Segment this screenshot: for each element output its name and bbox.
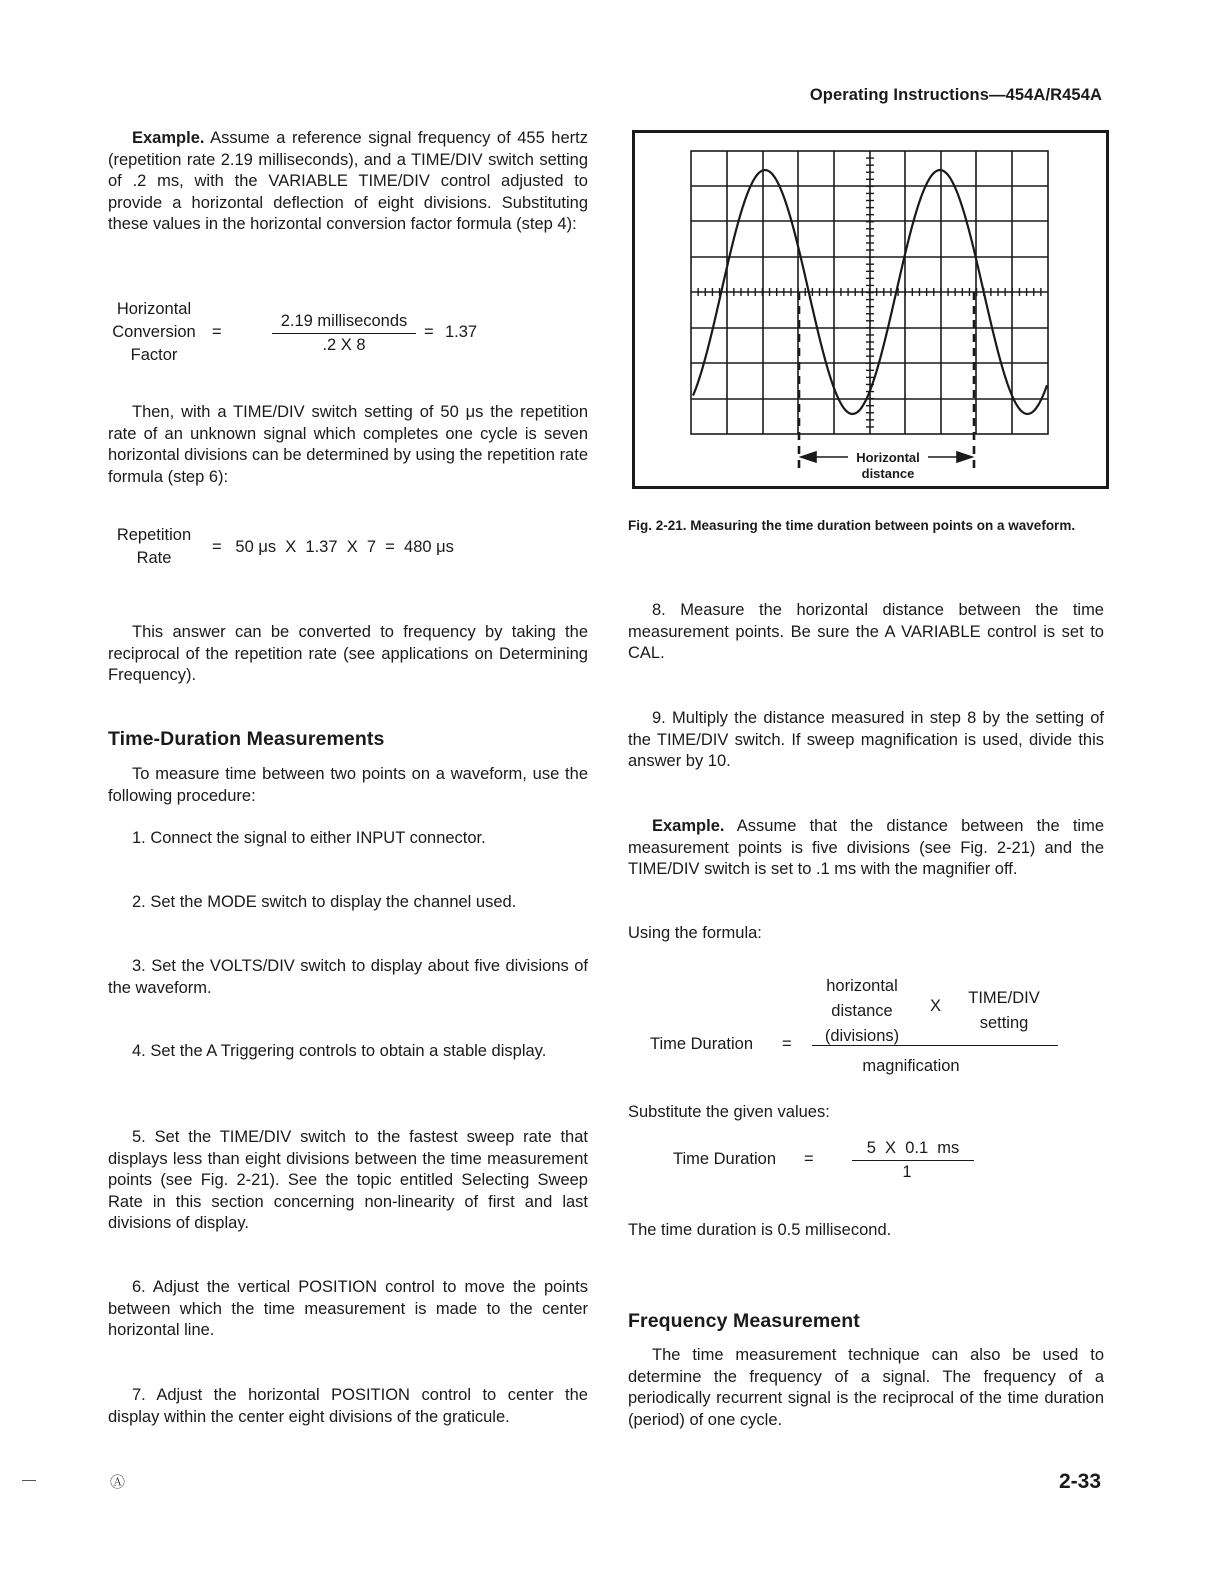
step-item: 6. Adjust the vertical POSITION control to move the points between which the time measurement is made to the center horizontal line. (108, 1278, 588, 1340)
conversion-fraction (272, 310, 416, 357)
example2-label: Example. (652, 817, 725, 835)
margin-mark (22, 1480, 36, 1481)
term-line: setting (979, 1014, 1029, 1032)
section-title-time-duration: Time-Duration Measurements (108, 728, 385, 750)
formula-label-line: Factor (130, 346, 178, 364)
step-item: 4. Set the A Triggering controls to obtain a stable display. (132, 1042, 547, 1060)
repetition-rate-label (108, 524, 200, 570)
term-line: (divisions) (824, 1027, 900, 1045)
conversion-result: 1.37 (445, 323, 478, 341)
magnification-denominator: magnification (862, 1057, 960, 1075)
example2-paragraph (628, 816, 1104, 881)
fraction-numerator: 2.19 milliseconds (280, 312, 408, 330)
step-9: 9. Multiply the distance measured in step 8 by the setting of the TIME/DIV switch. If sweep magnification is used, divide this answer by 10. (628, 709, 1104, 771)
equals-sign: = (782, 1035, 792, 1053)
step-item: 3. Set the VOLTS/DIV switch to display about five divisions of the waveform. (108, 957, 588, 997)
intro-paragraph: To measure time between two points on a waveform, use the following procedure: (108, 765, 588, 805)
figure-caption: Fig. 2-21. Measuring the time duration between points on a waveform. (628, 518, 1076, 533)
horizontal-label: Horizontal (856, 450, 920, 465)
substitute-text: Substitute the given values: (628, 1103, 830, 1121)
example-label: Example. (132, 129, 205, 147)
example2-text: Assume that the distance between the time measurement points is five divisions (see Fig. 2-21) and the TIME/DIV switch is set to .1 ms with the magnifier off. (628, 817, 1104, 879)
formula-label-line: Repetition (116, 526, 192, 544)
fraction-denominator: .2 X 8 (322, 336, 366, 354)
equals-sign: = (212, 323, 222, 341)
term-line: distance (831, 1002, 893, 1020)
step-8: 8. Measure the horizontal distance between the time measurement points. Be sure the A VARIABLE control is set to CAL. (628, 601, 1104, 663)
publisher-symbol: Ⓐ (110, 1474, 126, 1491)
measurement-point-markers (799, 292, 974, 474)
using-formula-text: Using the formula: (628, 924, 762, 942)
step-item: 1. Connect the signal to either INPUT connector. (132, 829, 486, 847)
formula-label-line: Horizontal (116, 300, 192, 318)
time-duration-label: Time Duration (673, 1150, 777, 1168)
step-item: 5. Set the TIME/DIV switch to the fastest sweep rate that displays less than eight divisions between the time measurement points (see Fig. 2-21). See the topic entitled Selecting Sweep Rate in this section concerning non-linearity of first and last divisions of display. (108, 1128, 588, 1233)
equals-sign: = (424, 323, 434, 341)
result-text: The time duration is 0.5 millisecond. (628, 1221, 892, 1239)
fraction-numerator: 5 X 0.1 ms (866, 1139, 960, 1157)
term-line: horizontal (826, 977, 898, 995)
then-paragraph: Then, with a TIME/DIV switch setting of 50 μs the repetition rate of an unknown signal which completes one cycle is seven horizontal divisions can be determined by using the repetition rate formula (step 6): (108, 403, 588, 486)
substituted-fraction (852, 1137, 974, 1184)
repetition-rate-expression: = 50 μs X 1.37 X 7 = 480 μs (212, 538, 454, 556)
term-line: TIME/DIV (968, 989, 1040, 1007)
step-item: 2. Set the MODE switch to display the channel used. (132, 893, 517, 911)
formula-label-line: Conversion (112, 323, 196, 341)
example-text: Assume a reference signal frequency of 455 hertz (repetition rate 2.19 milliseconds), and a TIME/DIV switch setting of .2 ms, with the VARIABLE TIME/DIV control adjusted to provide a horizontal deflection of eight divisions. Substituting these values in the horizontal conversion factor formula (step 4): (108, 129, 588, 234)
time-duration-label: Time Duration (650, 1035, 754, 1053)
example-paragraph (108, 128, 588, 236)
distance-label: distance (861, 466, 915, 481)
fraction-denominator: 1 (902, 1163, 912, 1181)
step-item: 7. Adjust the horizontal POSITION control to center the display within the center eight divisions of the graticule. (108, 1386, 588, 1426)
time-div-setting-term (956, 986, 1052, 1036)
running-header: Operating Instructions—454A/R454A (809, 86, 1102, 104)
formula-label-line: Rate (136, 549, 172, 567)
frequency-paragraph: The time measurement technique can also be used to determine the frequency of a signal. The frequency of a periodically recurrent signal is the reciprocal of the time duration (period) of one cycle. (628, 1346, 1104, 1429)
answer-paragraph: This answer can be converted to frequency by taking the reciprocal of the repetition rate (see applications on Determining Frequency). (108, 623, 588, 685)
multiply-sign: X (930, 997, 942, 1015)
waveform-figure (632, 128, 1110, 490)
conversion-factor-label (108, 298, 200, 367)
page-number: 2-33 (1058, 1470, 1101, 1493)
section-title-frequency: Frequency Measurement (628, 1310, 860, 1332)
equals-sign: = (804, 1150, 814, 1168)
fraction-bar (812, 1045, 1058, 1046)
horizontal-distance-term (810, 974, 914, 1049)
